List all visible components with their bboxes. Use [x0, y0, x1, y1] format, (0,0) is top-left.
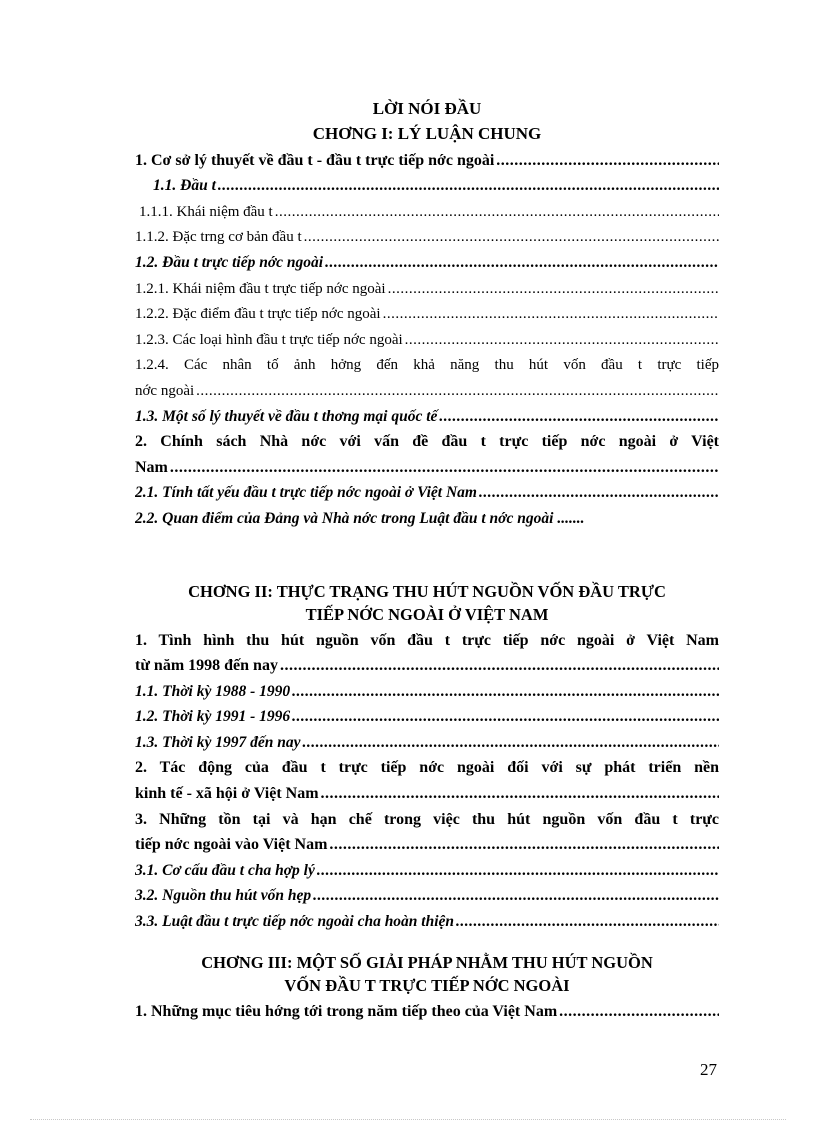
- toc-entry-wrapped-line: [135, 754, 719, 780]
- dot-leader: [383, 303, 719, 325]
- toc-entry: [135, 856, 719, 882]
- toc-entry-text: Nam: [135, 458, 168, 476]
- toc-entry: [135, 652, 719, 678]
- toc-entry-text: 2.2. Quan điểm của Đảng và Nhà nớc trong Luật đầu t nớc ngoài: [135, 509, 554, 527]
- dot-leader: [170, 457, 719, 479]
- toc-entry-text: kinh tế - xã hội ở Việt Nam: [135, 785, 319, 803]
- dot-leader: [292, 681, 719, 703]
- toc-entry-wrapped-line: [135, 351, 719, 377]
- dot-leader: [388, 278, 719, 300]
- toc-entry: [135, 728, 719, 754]
- toc-entry-text: 1.2. Thời kỳ 1991 - 1996: [135, 708, 291, 726]
- toc-entry: [135, 197, 719, 223]
- page-footer-divider: [30, 1119, 786, 1120]
- toc-entry-text: từ năm 1998 đến nay: [135, 657, 278, 675]
- toc-entry-text: 1.2.1. Khái niệm đầu t trực tiếp nớc ngoài: [135, 280, 386, 297]
- toc-entry: [135, 274, 719, 300]
- toc-entry-text: 1.2.4. Các nhân tố ảnh hởng đến khả năng thu hút vốn đầu t trực tiếp: [135, 357, 719, 374]
- toc-entry: [135, 677, 719, 703]
- toc-entry-text: nớc ngoài: [135, 382, 195, 399]
- dot-leader: [196, 380, 719, 402]
- toc-entry-text: 2. Chính sách Nhà nớc với vấn đề đầu t trực tiếp nớc ngoài ở Việt: [135, 433, 719, 451]
- dot-leader: [275, 201, 719, 223]
- toc-entry: [135, 402, 719, 428]
- toc-page: [135, 96, 719, 1023]
- dot-leader: [479, 482, 719, 504]
- toc-entry: [135, 453, 719, 479]
- dot-leader: [456, 911, 719, 933]
- toc-entry: [135, 325, 719, 351]
- chapter-1-heading: CHƠNG I: LÝ LUẬN CHUNG: [312, 124, 542, 143]
- toc-entry-text: 1.3. Một số lý thuyết về đầu t thơng mại quốc tế: [135, 407, 438, 425]
- dot-leader-short: .......: [557, 509, 585, 527]
- toc-entry: [135, 703, 719, 729]
- toc-entry: [135, 831, 719, 857]
- toc-entry-text: 1. Tình hình thu hút nguồn vốn đầu t trực tiếp nớc ngoài ở Việt Nam: [135, 631, 719, 649]
- toc-entry: [135, 248, 719, 274]
- dot-leader: [329, 834, 719, 856]
- toc-entry-text: 1.2. Đầu t trực tiếp nớc ngoài: [135, 253, 324, 271]
- toc-entry-text: 2. Tác động của đầu t trực tiếp nớc ngoài đối với sự phát triển nền: [135, 759, 719, 777]
- toc-entry: [135, 300, 719, 326]
- dot-leader: [325, 252, 719, 274]
- toc-entry-text: 3.3. Luật đầu t trực tiếp nớc ngoài cha hoàn thiện: [135, 913, 455, 931]
- dot-leader: [317, 860, 719, 882]
- dot-leader: [218, 175, 719, 197]
- toc-entry-wrapped-line: [135, 428, 719, 454]
- chapter-2-heading-line2: TIẾP NỚC NGOÀI Ở VIỆT NAM: [305, 604, 549, 624]
- toc-entry: [135, 376, 719, 402]
- chapter-3-heading: CHƠNG III: MỘT SỐ GIẢI PHÁP NHẰM THU HÚT NGUỒN: [201, 953, 653, 973]
- preface-title: LỜI NÓI ĐẦU: [372, 99, 482, 118]
- toc-entry-text: 1. Những mục tiêu hớng tới trong năm tiếp theo của Việt Nam: [135, 1002, 558, 1020]
- toc-entry-text: 1.1. Đầu t: [153, 177, 216, 195]
- toc-entry: [135, 997, 719, 1023]
- page-number: 27: [700, 1060, 717, 1079]
- dot-leader: [439, 406, 719, 428]
- toc-entry-text: 1.1.2. Đặc trng cơ bản đầu t: [135, 229, 302, 246]
- toc-entry-text: 3.2. Nguồn thu hút vốn hẹp: [135, 887, 312, 905]
- dot-leader: [280, 655, 719, 677]
- chapter-2-heading: CHƠNG II: THỰC TRẠNG THU HÚT NGUỒN VỐN ĐẦU TRỰC: [188, 581, 666, 601]
- toc-entry-text: 1.2.3. Các loại hình đầu t trực tiếp nớc ngoài: [135, 331, 403, 348]
- toc-entry-text: 3. Những tồn tại và hạn chế trong việc thu hút nguồn vốn đầu t trực: [135, 810, 719, 828]
- toc-entry: [135, 223, 719, 249]
- chapter-3-toc: [135, 997, 719, 1023]
- dot-leader: [496, 150, 719, 172]
- toc-entry-text: 1.1.1. Khái niệm đầu t: [139, 203, 273, 220]
- toc-entry-text: 1.1. Thời kỳ 1988 - 1990: [135, 682, 291, 700]
- toc-entry-text: 2.1. Tính tất yếu đầu t trực tiếp nớc ngoài ở Việt Nam: [135, 484, 477, 502]
- chapter-2-toc: [135, 626, 719, 933]
- toc-entry: [135, 779, 719, 805]
- toc-entry-wrapped-line: [135, 626, 719, 652]
- toc-entry: [135, 479, 719, 505]
- toc-entry-text: 1.3. Thời kỳ 1997 đến nay: [135, 733, 301, 751]
- dot-leader: [302, 732, 719, 754]
- toc-entry-text: 3.1. Cơ cấu đầu t cha hợp lý: [135, 861, 315, 879]
- toc-entry-text: 1.2.2. Đặc điểm đầu t trực tiếp nớc ngoài: [135, 306, 381, 323]
- dot-leader: [559, 1001, 719, 1023]
- toc-entry: [135, 907, 719, 933]
- chapter-3-heading-line2: VỐN ĐẦU T TRỰC TIẾP NỚC NGOÀI: [284, 976, 570, 996]
- dot-leader: [321, 783, 719, 805]
- dot-leader: [292, 706, 719, 728]
- dot-leader: [304, 226, 719, 248]
- toc-entry: [135, 504, 719, 530]
- toc-entry: [135, 882, 719, 908]
- dot-leader: [405, 329, 719, 351]
- toc-entry: [135, 172, 719, 198]
- toc-entry-text: tiếp nớc ngoài vào Việt Nam: [135, 836, 328, 854]
- toc-entry-wrapped-line: [135, 805, 719, 831]
- toc-entry: [135, 146, 719, 172]
- dot-leader: [313, 885, 719, 907]
- toc-entry-text: 1. Cơ sở lý thuyết về đầu t - đầu t trực tiếp nớc ngoài: [135, 151, 495, 169]
- chapter-1-toc: [135, 146, 719, 530]
